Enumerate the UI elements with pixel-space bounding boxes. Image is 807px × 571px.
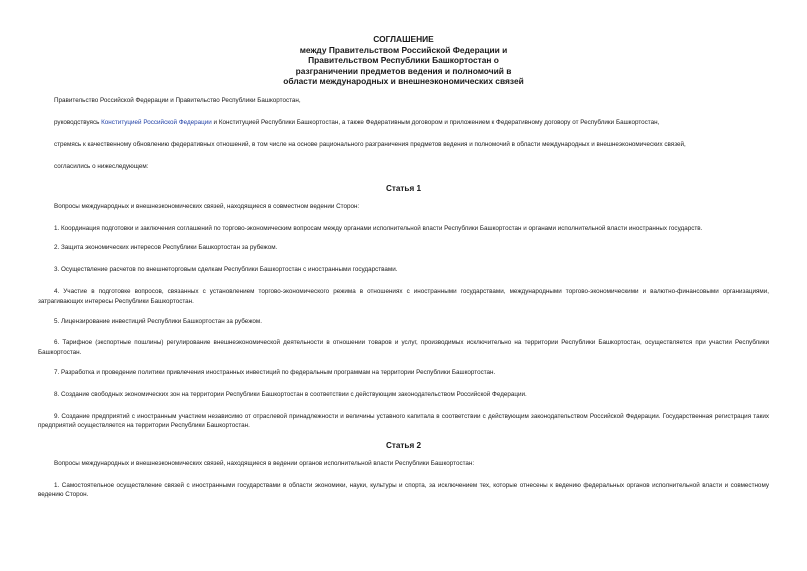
title-line: между Правительством Российской Федерации и <box>299 44 508 55</box>
article-1-item: 3. Осуществление расчетов по внешнеторговым сделкам Республики Башкортостан с иностранными государствами. <box>54 266 398 274</box>
preamble-parties: Правительство Российской Федерации и Правительство Республики Башкортостан, <box>54 96 301 104</box>
article-1-item: 2. Защита экономических интересов Республики Башкортостан за рубежом. <box>54 244 278 252</box>
article-1-item: 6. Тарифное (экспортные пошлины) регулирование внешнеэкономической деятельности в отношении товаров и услуг, производимых исключительно на территории Республики Башкортостан, осуществляется при участии Республики Башкортостан. <box>38 339 769 356</box>
document-title <box>38 34 769 87</box>
preamble-agreed: согласились о нижеследующем: <box>54 162 149 170</box>
title-line: СОГЛАШЕНИЕ <box>373 34 434 44</box>
article-1-item: 9. Создание предприятий с иностранным участием независимо от отраслевой принадлежности и величины уставного капитала в соответствии с действующим законодательством Российской Федерации. Государственная регистрация таких предприятий осуществляется на территории Республики Башкортостан. <box>38 412 769 429</box>
constitution-link[interactable]: Конституцией Российской Федерации <box>101 118 212 126</box>
article-1-heading: Статья 1 <box>385 183 422 193</box>
title-line: области международных и внешнеэкономических связей <box>283 76 524 87</box>
article-1-item: 7. Разработка и проведение политики привлечения иностранных инвестиций по федеральным программам на территории Республики Башкортостан. <box>54 368 496 376</box>
preamble-text: и Конституцией Республики Башкортостан, а также Федеративным договором и приложением к Федеративному договору от Республики Башкортостан, <box>211 118 660 126</box>
preamble-guided-by <box>38 118 769 127</box>
preamble-text: руководствуясь <box>54 118 102 126</box>
article-1-item: 4. Участие в подготовке вопросов, связанных с установлением торгово-экономического режима в отношениях с иностранными государствами, международными торгово-экономическими и валютно-финансовыми организациями, затрагивающих интересы Республики Башкортостан. <box>38 288 769 305</box>
article-1-item: 5. Лицензирование инвестиций Республики Башкортостан за рубежом. <box>54 317 262 325</box>
article-1-item: 8. Создание свободных экономических зон на территории Республики Башкортостан в соответствии с действующим законодательством Российской Федерации. <box>54 390 527 398</box>
title-line: разграничении предметов ведения и полномочий в <box>295 65 512 76</box>
article-1-item: 1. Координация подготовки и заключения соглашений по торгово-экономическим вопросам между органами исполнительной власти Республики Башкортостан и органами исполнительной власти иностранных государств. <box>54 224 703 232</box>
article-2-item: 1. Самостоятельное осуществление связей с иностранными государствами в области экономики, науки, культуры и спорта, за исключением тех, которые отнесены к ведению федеральных органов исполнительной власти и совместному ведению Сторон. <box>38 481 769 499</box>
preamble-striving: стремясь к качественному обновлению федеративных отношений, в том числе на основе рационального разграничения предметов ведения и полномочий в области международных и внешнеэкономических связей, <box>54 140 686 148</box>
title-line: Правительством Республики Башкортостан о <box>308 55 499 66</box>
article-1-intro: Вопросы международных и внешнеэкономических связей, находящиеся в совместном ведении Сторон: <box>54 202 360 210</box>
article-2-intro: Вопросы международных и внешнеэкономических связей, находящиеся в ведении органов исполнительной власти Республики Башкортостан: <box>54 459 475 467</box>
article-2-heading: Статья 2 <box>385 440 422 450</box>
